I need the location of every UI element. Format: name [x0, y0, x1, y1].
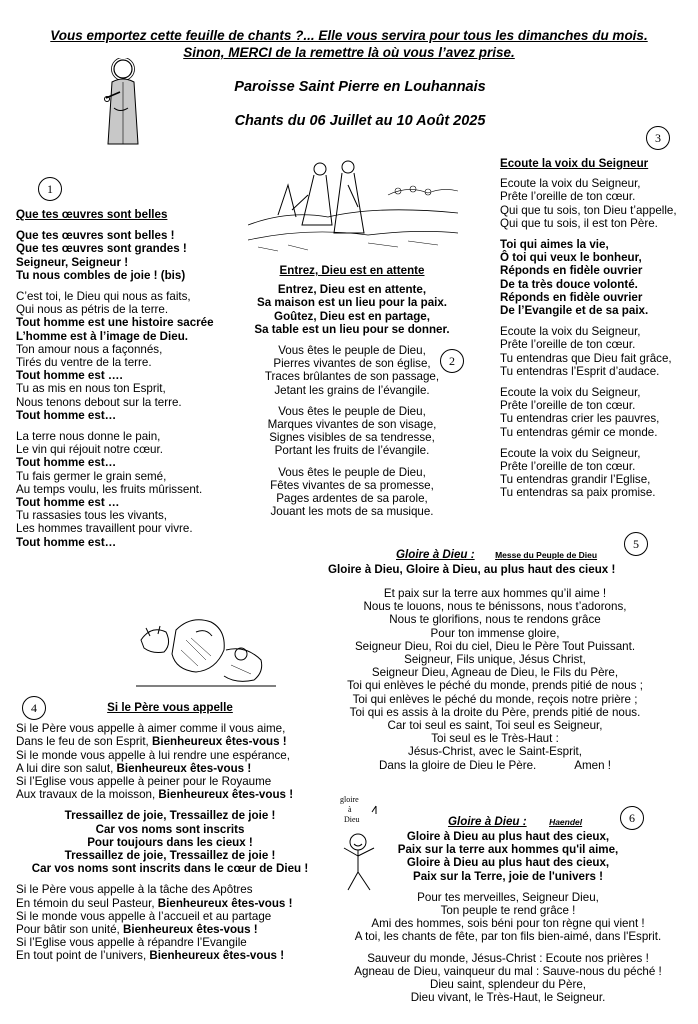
- verse-text: Et paix sur la terre aux hommes qu’il aime !: [383, 587, 607, 600]
- song-3-title: Ecoute la voix du Seigneur: [500, 157, 649, 170]
- verse-text: A lui dire son salut,: [16, 761, 117, 775]
- verse-text: Si l’Eglise vous appelle à peiner pour le Royaume: [16, 775, 272, 789]
- song-6-chorus: [340, 830, 676, 883]
- song-2-verse-2: [240, 405, 464, 458]
- song-6-verse-2: [340, 952, 676, 1005]
- dates-title: Chants du 06 Juillet au 10 Août 2025: [234, 113, 486, 129]
- notice-line-2: Sinon, MERCI de la remettre là où vous l’avez prise.: [183, 45, 515, 60]
- song-5-chorus: Gloire à Dieu, Gloire à Dieu, au plus haut des cieux !: [328, 563, 616, 576]
- saint-pierre-drawing: [100, 58, 146, 153]
- verse-line: C’est toi, le Dieu qui nous as faits,: [16, 290, 191, 304]
- verse-line: [310, 627, 680, 640]
- verse-line: Ecoute la voix du Seigneur,: [500, 177, 641, 191]
- verse-line: [310, 693, 680, 706]
- verse-line: Le vin qui réjouit notre cœur.: [16, 443, 163, 457]
- verse-text: Nous te glorifions, nous te rendons grâce: [389, 613, 601, 627]
- verse-line: [16, 949, 324, 962]
- verse-line: Ecoute la voix du Seigneur,: [500, 325, 641, 339]
- song-4: [16, 701, 324, 963]
- chorus-line: Réponds en fidèle ouvrier: [500, 290, 643, 304]
- song-5-text: [310, 587, 680, 772]
- song-5-heading: [396, 545, 597, 563]
- song-4-verse-1: [16, 722, 324, 801]
- verse-line: [16, 775, 324, 788]
- refrain-text: Bienheureux êtes-vous !: [116, 761, 252, 775]
- verse-line: [310, 745, 680, 758]
- chorus-line: De l’Evangile et de sa paix.: [500, 304, 649, 318]
- chorus-line: Car vos noms sont inscrits dans le cœur de Dieu !: [31, 862, 309, 876]
- verse-line: Signes visibles de sa tendresse,: [269, 431, 435, 445]
- verse-line: Vous êtes le peuple de Dieu,: [278, 404, 426, 418]
- song-3-verse-1: [500, 177, 677, 230]
- verse-line: Ton amour nous a façonnés,: [16, 342, 163, 356]
- chorus-line: Sa table est un lieu pour se donner.: [254, 322, 450, 336]
- verse-line: [16, 936, 324, 949]
- verse-text: En tout point de l’univers,: [16, 949, 150, 963]
- verse-line: Portant les fruits de l’évangile.: [274, 444, 430, 458]
- verse-text: Si le Père vous appelle à aimer comme il vous aime,: [16, 722, 286, 736]
- verse-line: Tout homme est…: [16, 408, 117, 422]
- verse-line: Tu as mis en nous ton Esprit,: [16, 382, 166, 396]
- verse-line: Vous êtes le peuple de Dieu,: [278, 344, 426, 358]
- verse-line: [16, 735, 324, 748]
- song-4-title: Si le Père vous appelle: [107, 701, 233, 714]
- song-number-3: 3: [646, 126, 670, 150]
- verse-line: Agneau de Dieu, vainqueur du mal : Sauve-nous du péché !: [354, 964, 662, 978]
- verse-text: Dans la gloire de Dieu le Père.: [379, 758, 537, 772]
- chorus-line: Tressaillez de joie, Tressaillez de joie !: [64, 809, 276, 823]
- verse-line: [16, 923, 324, 936]
- verse-line: Tu entendras grandir l’Eglise,: [500, 473, 651, 487]
- verse-text: Pour bâtir son unité,: [16, 923, 123, 937]
- refrain-text: Bienheureux êtes-vous !: [151, 735, 287, 749]
- verse-line: Les hommes travaillent pour vivre.: [16, 522, 193, 536]
- verse-line: Pierres vivantes de son église,: [273, 357, 431, 371]
- song-4-verse-2: [16, 883, 324, 962]
- verse-text: Toi qui es assis à la droite du Père, prends pitié de nous.: [349, 705, 641, 719]
- song-2-verse-3: [240, 466, 464, 519]
- song-6: [340, 830, 676, 1004]
- verse-text: Si le monde vous appelle à lui rendre une espérance,: [16, 748, 290, 762]
- verse-line: Tu fais germer le grain semé,: [16, 469, 167, 483]
- chorus-line: Réponds en fidèle ouvrier: [500, 264, 643, 278]
- verse-text: Si le Père vous appelle à la tâche des Apôtres: [16, 883, 253, 897]
- song-6-heading: [448, 812, 582, 830]
- verse-line: [16, 788, 324, 801]
- verse-line: [310, 600, 680, 613]
- refrain-text: Bienheureux êtes-vous !: [157, 896, 293, 910]
- chorus-line: Ô toi qui veux le bonheur,: [500, 251, 642, 265]
- verse-line: [310, 706, 680, 719]
- song-number-5: 5: [624, 532, 648, 556]
- verse-line: Jouant les mots de sa musique.: [270, 505, 434, 519]
- verse-text: Pour ton immense gloire,: [430, 626, 560, 640]
- verse-line: Dieu vivant, le Très-Haut, le Seigneur.: [410, 991, 606, 1005]
- verse-line: [310, 587, 680, 600]
- verse-line: Au temps voulu, les fruits mûrissent.: [16, 482, 203, 496]
- title-block: [160, 78, 560, 130]
- verse-line: Qui que tu sois, il est ton Père.: [500, 216, 658, 230]
- song-2-title: Entrez, Dieu est en attente: [279, 264, 425, 277]
- verse-text: Seigneur Dieu, Roi du ciel, Dieu le Père Tout Puissant.: [354, 639, 636, 653]
- song-number-2: 2: [440, 349, 464, 373]
- verse-text: Si le monde vous appelle à l’accueil et au partage: [16, 909, 272, 923]
- verse-line: [310, 613, 680, 626]
- verse-line: Dieu saint, splendeur du Père,: [430, 978, 586, 992]
- chorus-line: Goûtez, Dieu est en partage,: [274, 309, 430, 323]
- verse-line: A toi, les chants de fête, par ton fils bien-aimé, dans l'Esprit.: [354, 930, 662, 944]
- verse-line: Ton peuple te rend grâce !: [440, 904, 576, 918]
- chorus-line: Paix sur la Terre, joie de l'univers !: [412, 869, 604, 883]
- verse-line: Ecoute la voix du Seigneur,: [500, 446, 641, 460]
- chorus-line: Gloire à Dieu au plus haut des cieux,: [406, 830, 610, 843]
- verse-line: Tirés du ventre de la terre.: [16, 356, 152, 370]
- verse-line: [310, 653, 680, 666]
- verse-line: L’homme est à l’image de Dieu.: [16, 329, 189, 343]
- song-1-chorus: [16, 229, 214, 282]
- song-number-4: 4: [22, 696, 46, 720]
- song-3: [500, 157, 677, 500]
- song-2-chorus: [240, 283, 464, 336]
- chorus-line: Sa maison est un lieu pour la paix.: [256, 296, 448, 310]
- verse-text: Dans le feu de son Esprit,: [16, 735, 152, 749]
- verse-text: Aux travaux de la moisson,: [16, 788, 159, 802]
- song-1-verse-1: [16, 290, 214, 422]
- chorus-line: Car vos noms sont inscrits: [95, 822, 245, 836]
- jesus-disciples-drawing: [248, 155, 458, 260]
- drawing-caption-word: à: [348, 805, 352, 814]
- verse-line: Jetant les grains de l’évangile.: [274, 383, 430, 397]
- chorus-line: Tu nous combles de joie ! (bis): [16, 268, 186, 282]
- chorus-line: Toi qui aimes la vie,: [500, 238, 609, 252]
- shepherd-drawing: [136, 610, 276, 699]
- verse-line: [310, 759, 680, 772]
- song-1-title: Que tes œuvres sont belles: [16, 208, 168, 221]
- verse-line: Pages ardentes de sa parole,: [276, 492, 428, 506]
- verse-line: [310, 732, 680, 745]
- verse-text: Seigneur, Fils unique, Jésus Christ,: [404, 653, 586, 667]
- verse-line: Tout homme est …: [16, 496, 120, 510]
- chorus-line: Que tes œuvres sont belles !: [16, 229, 175, 243]
- verse-line: [310, 679, 680, 692]
- verse-line: Prête l’oreille de ton cœur.: [500, 399, 636, 413]
- verse-line: Qui nous as pétris de la terre.: [16, 303, 169, 317]
- song-3-verse-3: [500, 386, 677, 439]
- song-1-verse-2: [16, 430, 214, 549]
- drawing-caption-word: gloire: [340, 795, 359, 804]
- verse-text: Seigneur Dieu, Agneau de Dieu, le Fils du Père,: [371, 666, 619, 680]
- verse-line: Prête l’oreille de ton cœur.: [500, 460, 636, 474]
- verse-line: Tout homme est…: [16, 456, 117, 470]
- song-3-chorus: [500, 238, 677, 317]
- chorus-line: Seigneur, Seigneur !: [16, 255, 129, 269]
- chorus-line: De ta très douce volonté.: [500, 277, 638, 291]
- verse-line: Tu entendras l’Esprit d’audace.: [500, 364, 660, 378]
- verse-line: [16, 897, 324, 910]
- verse-line: Tu entendras que Dieu fait grâce,: [500, 351, 672, 365]
- verse-line: [310, 719, 680, 732]
- song-5-subtitle: Messe du Peuple de Dieu: [495, 550, 598, 560]
- parish-name: Paroisse Saint Pierre en Louhannais: [234, 79, 486, 95]
- verse-line: [16, 722, 324, 735]
- refrain-text: Bienheureux êtes-vous !: [122, 923, 258, 937]
- song-6-subtitle: Haendel: [549, 817, 583, 827]
- verse-line: [16, 883, 324, 896]
- verse-line: Vous êtes le peuple de Dieu,: [278, 465, 426, 479]
- verse-line: Nous tenons debout sur la terre.: [16, 395, 182, 409]
- song-6-verse-1: [340, 891, 676, 944]
- chorus-line: Pour toujours dans les cieux !: [87, 835, 253, 849]
- verse-line: Tu entendras sa paix promise.: [500, 486, 656, 500]
- verse-line: Marques vivantes de son visage,: [267, 418, 437, 432]
- verse-line: Sauveur du monde, Jésus-Christ : Ecoute nos prières !: [367, 951, 649, 965]
- notice: [0, 27, 698, 61]
- refrain-text: Bienheureux êtes-vous !: [158, 788, 294, 802]
- verse-line: Prête l’oreille de ton cœur.: [500, 190, 636, 204]
- song-3-verse-2: [500, 325, 677, 378]
- verse-line: Tout homme est…: [16, 535, 117, 549]
- verse-line: La terre nous donne le pain,: [16, 430, 161, 444]
- verse-line: Tu entendras gémir ce monde.: [500, 425, 658, 439]
- verse-line: [16, 910, 324, 923]
- verse-text: Car toi seul es saint, Toi seul es Seigneur,: [387, 719, 603, 733]
- chorus-line: Que tes œuvres sont grandes !: [16, 242, 187, 256]
- verse-line: Tu rassasies tous les vivants,: [16, 509, 167, 523]
- song-2: [240, 264, 464, 518]
- verse-line: Fêtes vivantes de sa promesse,: [270, 478, 434, 492]
- verse-text: Toi seul es le Très-Haut :: [431, 732, 559, 746]
- verse-line: Tu entendras crier les pauvres,: [500, 412, 660, 426]
- verse-text: Si l’Eglise vous appelle à répandre l’Evangile: [16, 936, 247, 950]
- chorus-line: Gloire à Dieu au plus haut des cieux,: [406, 856, 610, 870]
- verse-line: Traces brûlantes de son passage,: [264, 370, 440, 384]
- verse-line: [310, 666, 680, 679]
- notice-line-1: Vous emportez cette feuille de chants ?... Elle vous servira pour tous les dimanches du mois.: [50, 28, 648, 43]
- chorus-line: Entrez, Dieu est en attente,: [277, 283, 427, 297]
- verse-line: [16, 749, 324, 762]
- song-1: [16, 208, 214, 549]
- verse-line: Qui que tu sois, ton Dieu t’appelle,: [500, 203, 677, 217]
- chorus-line: Paix sur la terre aux hommes qu'il aime,: [397, 843, 619, 857]
- verse-line: Ecoute la voix du Seigneur,: [500, 386, 641, 400]
- amen-text: Amen !: [574, 758, 611, 772]
- song-6-title: Gloire à Dieu :: [448, 815, 527, 828]
- verse-text: Toi qui enlèves le péché du monde, reçois notre prière ;: [352, 692, 638, 706]
- verse-text: Jésus-Christ, avec le Saint-Esprit,: [408, 745, 582, 759]
- song-number-6: 6: [620, 806, 644, 830]
- song-4-chorus: [16, 809, 324, 875]
- song-5-title: Gloire à Dieu :: [396, 548, 475, 561]
- verse-line: Tout homme est ….: [16, 369, 123, 383]
- verse-text: Toi qui enlèves le péché du monde, prends pitié de nous ;: [347, 679, 643, 693]
- verse-text: Nous te louons, nous te bénissons, nous t’adorons,: [363, 600, 627, 614]
- verse-line: Ami des hommes, sois béni pour ton règne qui vient !: [371, 917, 645, 931]
- verse-line: [16, 762, 324, 775]
- verse-line: Prête l’oreille de ton cœur.: [500, 338, 636, 352]
- verse-line: Tout homme est une histoire sacrée: [16, 316, 214, 330]
- song-number-1: 1: [38, 177, 62, 201]
- song-3-verse-4: [500, 447, 677, 500]
- verse-text: En témoin du seul Pasteur,: [16, 896, 158, 910]
- drawing-caption-word: Dieu: [344, 815, 360, 824]
- verse-line: Pour tes merveilles, Seigneur Dieu,: [417, 890, 599, 904]
- chorus-line: Tressaillez de joie, Tressaillez de joie !: [64, 849, 276, 863]
- verse-line: [310, 640, 680, 653]
- song-2-verse-1: [240, 344, 464, 397]
- refrain-text: Bienheureux êtes-vous !: [149, 949, 285, 963]
